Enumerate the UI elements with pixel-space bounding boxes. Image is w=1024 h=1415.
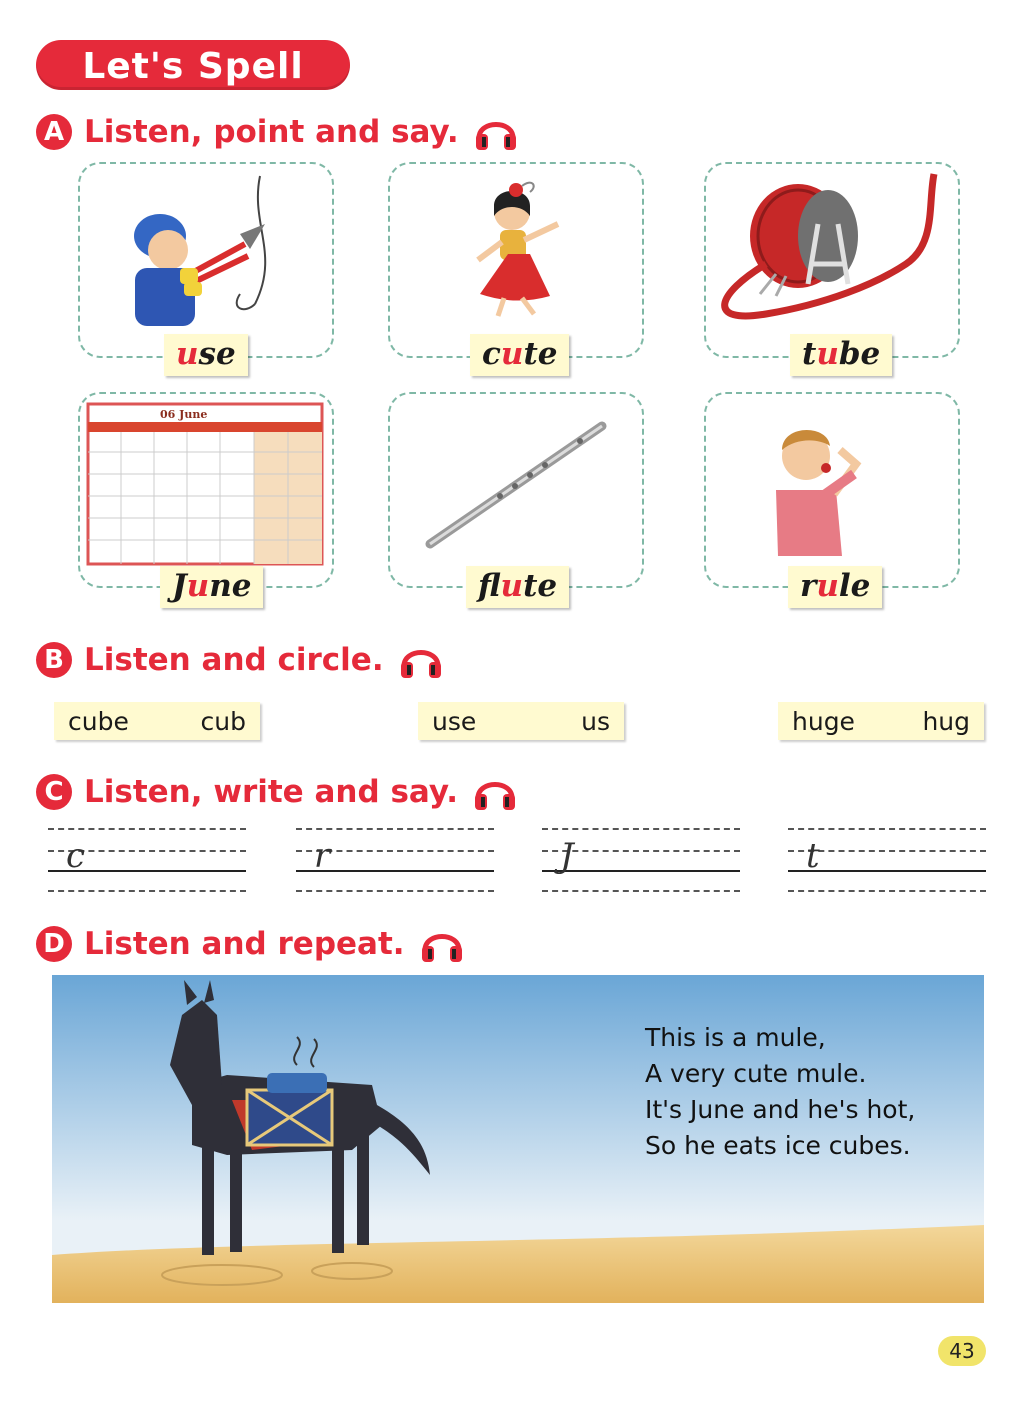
choice-word[interactable]: us: [581, 706, 610, 736]
section-b-title: Listen and circle.: [84, 642, 384, 678]
writing-line-4[interactable]: [788, 828, 986, 894]
section-c-title: Listen, write and say.: [84, 774, 459, 810]
poem-line: It's June and he's hot,: [645, 1095, 916, 1124]
choice-word[interactable]: hug: [922, 706, 970, 736]
word-pair-1: [54, 702, 260, 740]
starter-letter: t: [806, 836, 820, 876]
card-flute[interactable]: [388, 392, 644, 588]
poem: [645, 1020, 915, 1164]
card-cute[interactable]: [388, 162, 644, 358]
writing-line-1[interactable]: [48, 828, 246, 894]
calendar-illustration: [80, 394, 332, 586]
poem-line: So he eats ice cubes.: [645, 1131, 911, 1160]
word-tag-rule[interactable]: rule: [788, 566, 882, 608]
word-tag-use[interactable]: use: [164, 334, 248, 376]
card-rule[interactable]: [704, 392, 960, 588]
page-number: 43: [938, 1336, 986, 1366]
word-tag-cute[interactable]: cute: [470, 334, 569, 376]
boy-with-whistle-illustration: [706, 394, 958, 586]
worker-cutting-wire-illustration: [80, 164, 332, 356]
page-title: Let's Spell: [82, 46, 304, 87]
word-pair-2: [418, 702, 624, 740]
card-june[interactable]: [78, 392, 334, 588]
headphones-icon[interactable]: [473, 112, 519, 152]
poem-line: This is a mule,: [645, 1023, 826, 1052]
starter-letter: J: [560, 836, 574, 876]
word-pair-3: [778, 702, 984, 740]
calendar-year: 2013: [92, 412, 118, 422]
headphones-icon[interactable]: [419, 924, 465, 964]
poem-line: A very cute mule.: [645, 1059, 867, 1088]
card-tube[interactable]: [704, 162, 960, 358]
card-use[interactable]: [78, 162, 334, 358]
choice-word[interactable]: cube: [68, 706, 129, 736]
headphones-icon[interactable]: [472, 772, 518, 812]
word-tag-flute[interactable]: flute: [466, 566, 569, 608]
section-d-header: [36, 924, 465, 964]
hose-reel-illustration: [706, 164, 958, 356]
choice-word[interactable]: cub: [200, 706, 246, 736]
word-tag-tube[interactable]: tube: [790, 334, 892, 376]
starter-letter: c: [66, 836, 86, 876]
section-a-header: [36, 112, 519, 152]
section-b-header: [36, 640, 444, 680]
section-a-badge: A: [36, 114, 72, 150]
word-tag-june[interactable]: June: [160, 566, 263, 608]
section-a-title: Listen, point and say.: [84, 114, 459, 150]
choice-word[interactable]: huge: [792, 706, 855, 736]
writing-line-3[interactable]: [542, 828, 740, 894]
headphones-icon[interactable]: [398, 640, 444, 680]
choice-word[interactable]: use: [432, 706, 477, 736]
section-c-badge: C: [36, 774, 72, 810]
section-c-header: [36, 772, 518, 812]
writing-line-2[interactable]: [296, 828, 494, 894]
section-d-badge: D: [36, 926, 72, 962]
starter-letter: r: [314, 836, 331, 876]
section-d-title: Listen and repeat.: [84, 926, 405, 962]
title-pill: [36, 40, 350, 90]
calendar-month: 06 June: [160, 408, 208, 421]
section-b-badge: B: [36, 642, 72, 678]
flute-illustration: [390, 394, 642, 586]
dancing-girl-illustration: [390, 164, 642, 356]
